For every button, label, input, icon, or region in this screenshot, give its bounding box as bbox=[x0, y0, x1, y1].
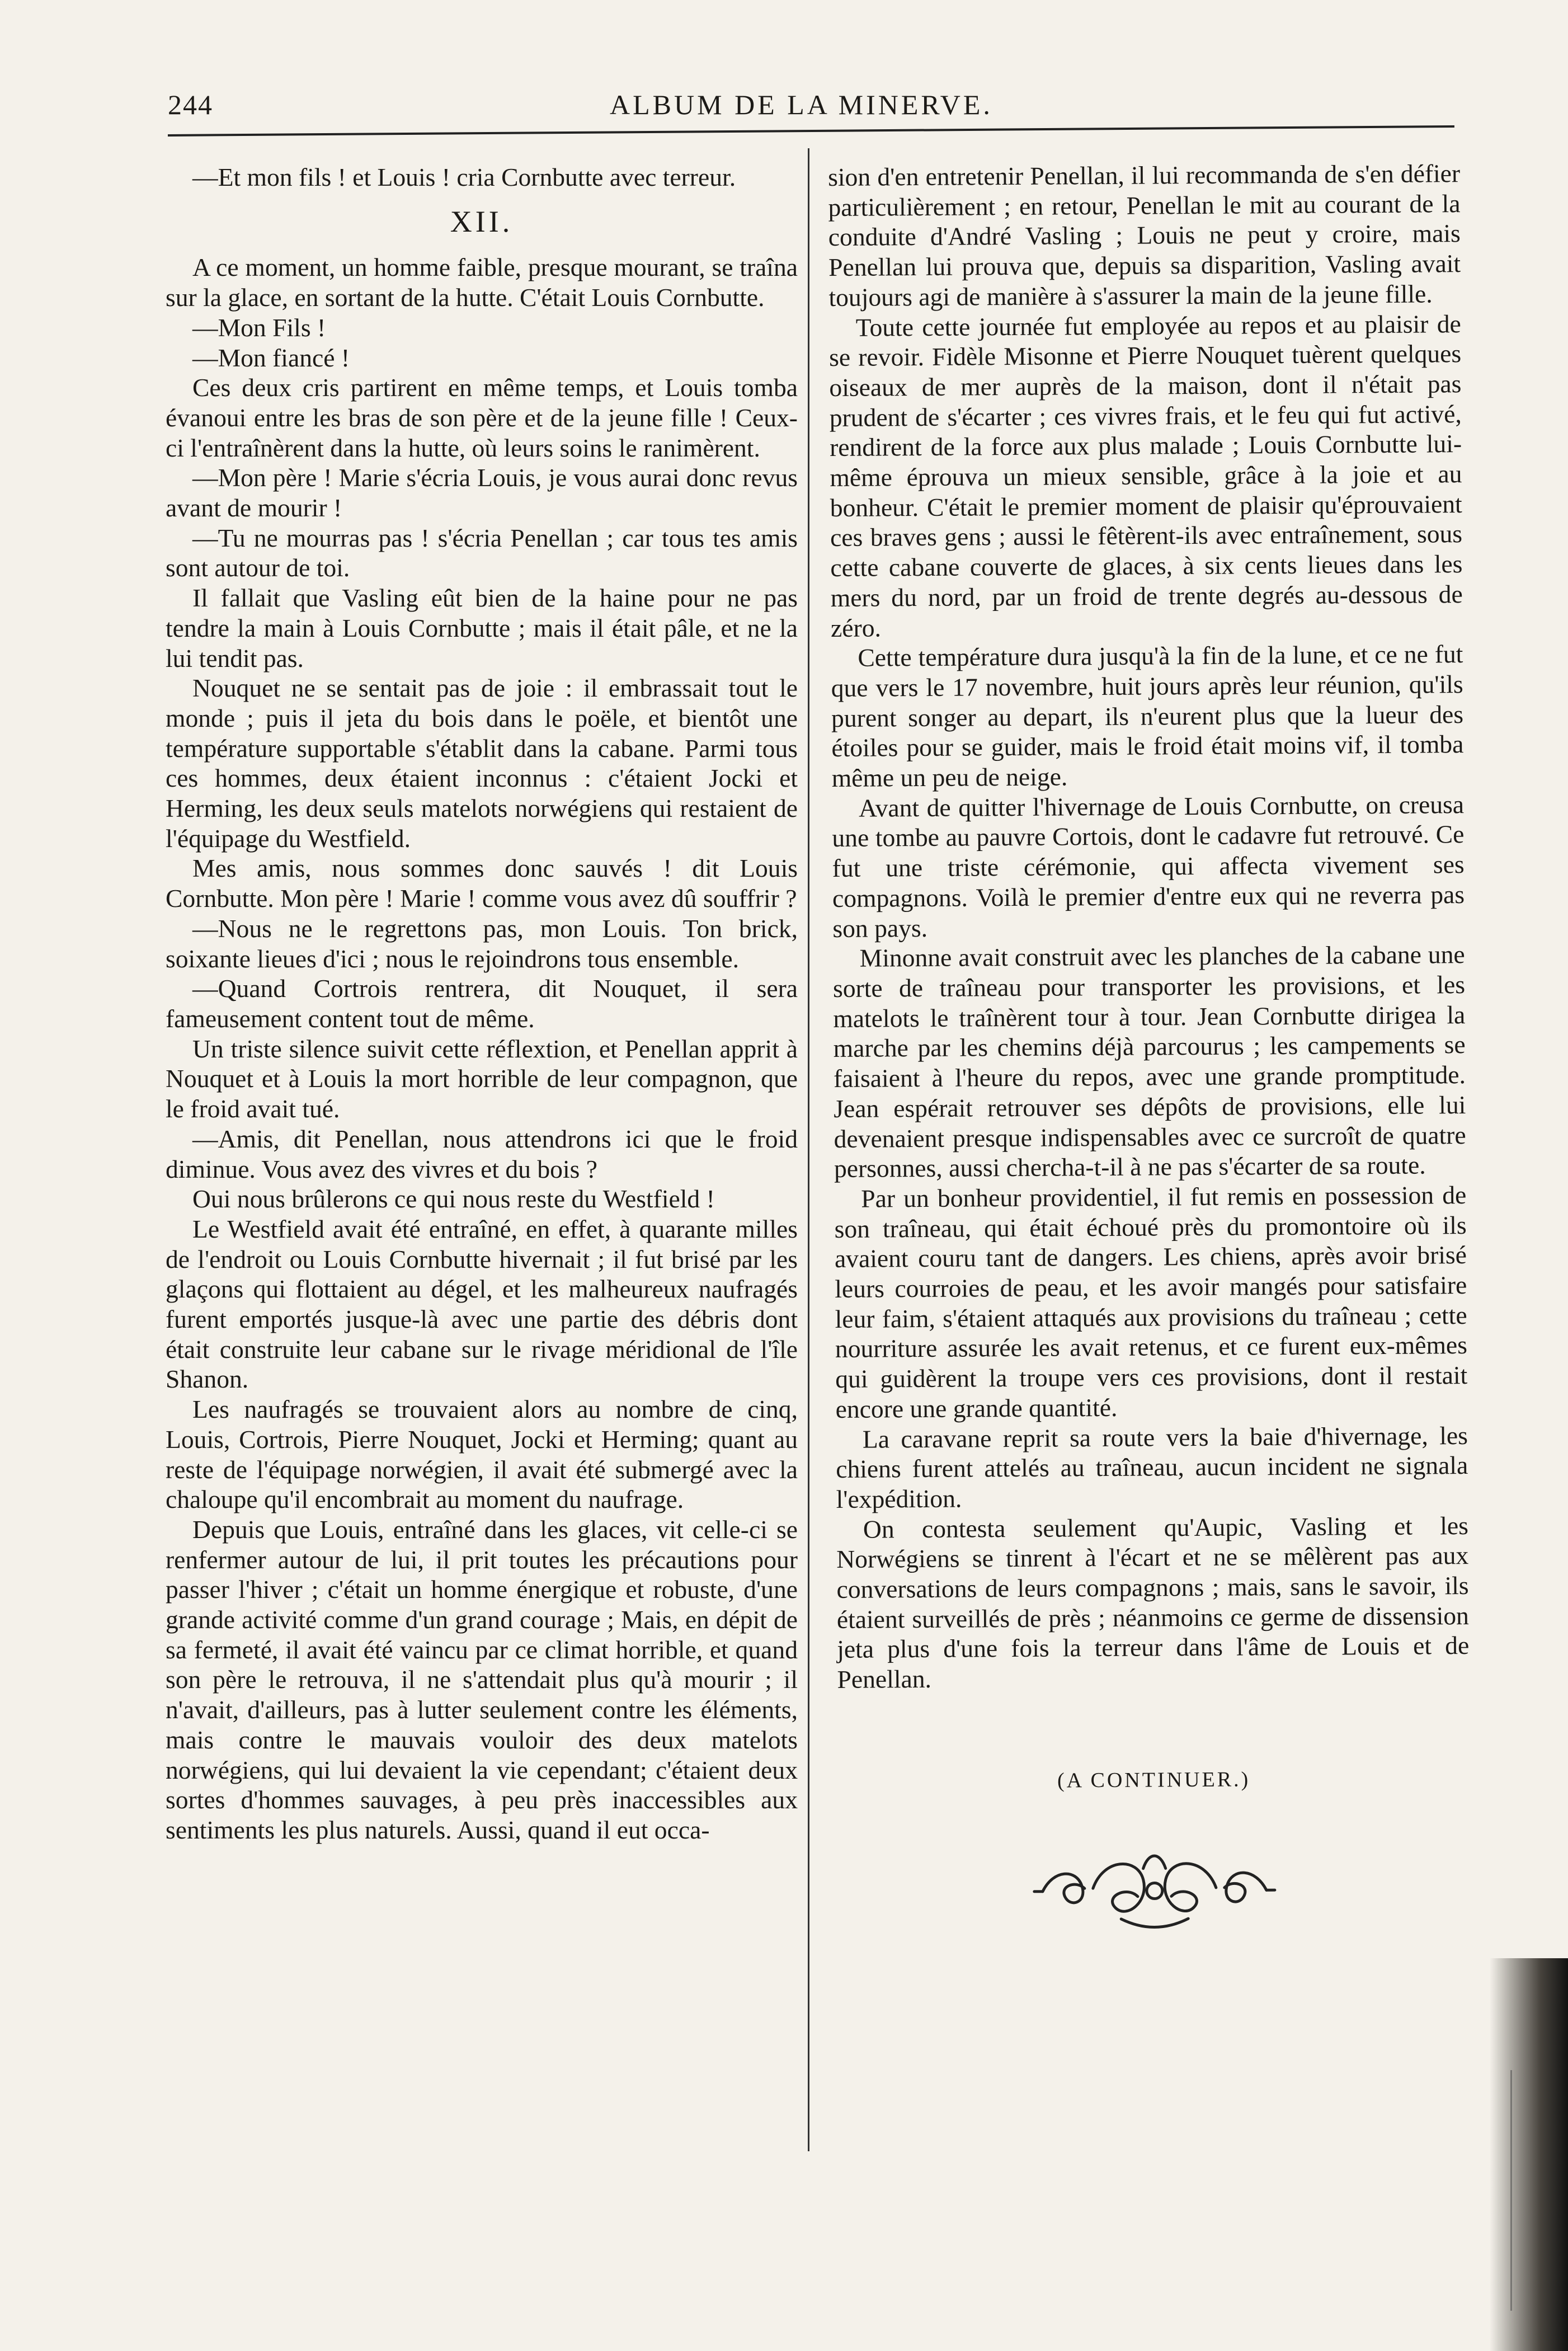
page-edge-shadow bbox=[1490, 1958, 1568, 2351]
body-paragraph: —Mon fiancé ! bbox=[192, 343, 350, 372]
body-paragraph: —Mon Fils ! bbox=[192, 313, 326, 342]
running-title: ALBUM DE LA MINERVE. bbox=[610, 89, 993, 120]
right-lead-paragraph: sion d'en entretenir Penellan, il lui recommanda de s'en défier particulièrement ; en retour, Penellan le mit au courant de la conduite d'André Vasling ; Louis ne peut y croire, mais Penellan lui prouva que, depuis sa disparition, Vasling avait toujours agi de manière à s'assurer la main de la jeune fille. bbox=[828, 159, 1461, 312]
body-paragraph: —Amis, dit Penellan, nous attendrons ici que le froid diminue. Vous avez des vivres et du bois ? bbox=[166, 1124, 798, 1183]
body-paragraph: On contesta seulement qu'Aupic, Vasling et les Norwégiens se tinrent à l'écart et ne se mêlèrent pas aux conversations de leurs compagnons ; mais, sans le savoir, ils étaient surveillés de près ; néanmoins ce germe de dissension jeta plus d'une fois la terreur dans l'âme de Louis et de Penellan. bbox=[836, 1511, 1470, 1694]
body-paragraph: Minonne avait construit avec les planches de la cabane une sorte de traîneau pour transporter les provisions, et les matelots le traînèrent tour à tour. Jean Cornbutte dirigea la marche par les chemins déjà parcourus ; les campements se faisaient à l'heure du repos, avec une grande promptitude. Jean espérait retrouver ses dépôts de provisions, elle lui devenaient presque indispensables avec ce surcroît de quatre personnes, aussi chercha-t-il à ne pas s'écarter de sa route. bbox=[832, 940, 1466, 1183]
body-paragraph: Cette température dura jusqu'à la fin de la lune, et ce ne fut que vers le 17 novembre, huit jours après leur réunion, qu'ils purent songer au depart, ils n'eurent plus que la lueur des étoiles pour se guider, mais le froid était moins vif, il tomba même un peu de neige. bbox=[831, 640, 1464, 793]
page-edge-line bbox=[1510, 2070, 1512, 2311]
page-number: 244 bbox=[168, 89, 213, 120]
body-paragraph: Ces deux cris partirent en même temps, et Louis tomba évanoui entre les bras de son père et de la jeune fille ! Ceux-ci l'entraînèrent dans la hutte, où leurs soins le ranimèrent. bbox=[166, 373, 798, 462]
left-lead-paragraph: —Et mon fils ! et Louis ! cria Cornbutte avec terreur. bbox=[192, 163, 736, 191]
body-paragraph: —Nous ne le regrettons pas, mon Louis. Ton brick, soixante lieues d'ici ; nous le rejoindrons tous ensemble. bbox=[166, 914, 798, 973]
left-column bbox=[166, 162, 798, 1845]
body-paragraph: Avant de quitter l'hivernage de Louis Cornbutte, on creusa une tombe au pauvre Cortois, dont le cadavre fut retrouvé. Ce fut une triste cérémonie, qui affecta vivement ses compagnons. Voilà le premier d'entre eux qui ne reverra pas son pays. bbox=[832, 789, 1465, 943]
body-paragraph: Le Westfield avait été entraîné, en effet, à quarante milles de l'endroit ou Louis Cornbutte hivernait ; il fut brisé par les glaçons qui flottaient au dégel, et les malheureux naufragés furent emportés jusque-là avec une partie des débris dont était construite leur cabane sur le rivage méridional de l'île Shanon. bbox=[166, 1214, 798, 1394]
body-paragraph: Par un bonheur providentiel, il fut remis en possession de son traîneau, qui était échoué près du promontoire où ils avaient couru tant de dangers. Les chiens, après avoir brisé leurs courroies de peau, et les avoir mangés pour satisfaire leur faim, s'étaient attaqués aux provisions du traîneau ; cette nourriture assurée les avait retenus, et ce furent eux-mêmes qui guidèrent la troupe vers ces provisions, dont il restait encore une grande quantité. bbox=[834, 1180, 1468, 1423]
body-paragraph: Les naufragés se trouvaient alors au nombre de cinq, Louis, Cortrois, Pierre Nouquet, Jocki et Herming; quant au reste de l'équipage norwégien, il avait été submergé avec la chaloupe qu'il encombrait au moment du naufrage. bbox=[166, 1395, 798, 1514]
body-paragraph: Mes amis, nous sommes donc sauvés ! dit Louis Cornbutte. Mon père ! Marie ! comme vous avez dû souffrir ? bbox=[166, 854, 798, 913]
body-paragraph: A ce moment, un homme faible, presque mourant, se traîna sur la glace, en sortant de la hutte. C'était Louis Cornbutte. bbox=[166, 253, 798, 312]
right-column bbox=[828, 158, 1471, 1931]
column-divider bbox=[808, 148, 809, 2151]
body-paragraph: Depuis que Louis, entraîné dans les glaces, vit celle-ci se renfermer autour de lui, il prit toutes les précautions pour passer l'hiver ; c'était un homme énergique et robuste, d'une grande activité comme d'un grand courage ; Mais, en dépit de sa fermeté, il avait été vaincu par ce climat horrible, et quand son père le retrouva, il ne s'attendait plus qu'à mourir ; il n'avait, d'ailleurs, pas à lutter seulement contre les éléments, mais contre le mauvais vouloir des deux matelots norwégiens, qui lui devaient la vie cependant; c'étaient deux sortes d'hommes sauvages, à peu près inaccessibles aux sentiments les plus naturels. Aussi, quand il eut occa- bbox=[166, 1515, 798, 1844]
continuation-note: (A CONTINUER.) bbox=[1057, 1767, 1251, 1793]
body-paragraph: —Tu ne mourras pas ! s'écria Penellan ; car tous tes amis sont autour de toi. bbox=[166, 523, 798, 582]
body-paragraph: Nouquet ne se sentait pas de joie : il embrassait tout le monde ; puis il jeta du bois dans le poële, et bientôt une température supportable s'établit dans la cabane. Parmi tous ces hommes, deux étaient inconnus : c'étaient Jocki et Herming, les deux seuls matelots norwégiens qui restaient de l'équipage du Westfield. bbox=[166, 674, 798, 853]
body-paragraph: Oui nous brûlerons ce qui nous reste du Westfield ! bbox=[192, 1184, 715, 1214]
body-paragraph: Il fallait que Vasling eût bien de la haine pour ne pas tendre la main à Louis Cornbutte ; mais il était pâle, et ne la lui tendit pas. bbox=[166, 584, 798, 673]
body-paragraph: —Quand Cortrois rentrera, dit Nouquet, il sera fameusement content tout de même. bbox=[166, 974, 798, 1033]
chapter-heading: XII. bbox=[450, 204, 514, 238]
ornamental-flourish-icon bbox=[1031, 1845, 1278, 1931]
body-paragraph: —Mon père ! Marie s'écria Louis, je vous aurai donc revus avant de mourir ! bbox=[166, 463, 798, 523]
body-paragraph: Toute cette journée fut employée au repos et au plaisir de se revoir. Fidèle Misonne et Pierre Nouquet tuèrent quelques oiseaux de mer auprès de la maison, dont il n'était pas prudent de s'écarter ; ces vivres frais, et le feu qui fut activé, rendirent de la force aux plus malade ; Louis Cornbutte lui-même éprouva un mieux sensible, grâce à la joie et au bonheur. C'était le premier moment de plaisir qu'éprouvaient ces braves gens ; aussi le fêtèrent-ils avec entraînement, sous cette cabane couverte de glaces, à six cents lieues dans les mers du nord, par un froid de trente degrés au-dessous de zéro. bbox=[828, 309, 1463, 642]
body-paragraph: La caravane reprit sa route vers la baie d'hivernage, les chiens furent attelés au traîneau, aucun incident ne signala l'expédition. bbox=[836, 1421, 1468, 1513]
body-paragraph: Un triste silence suivit cette réflextion, et Penellan apprit à Nouquet et à Louis la mort horrible de leur compagnon, que le froid avait tué. bbox=[166, 1034, 798, 1123]
